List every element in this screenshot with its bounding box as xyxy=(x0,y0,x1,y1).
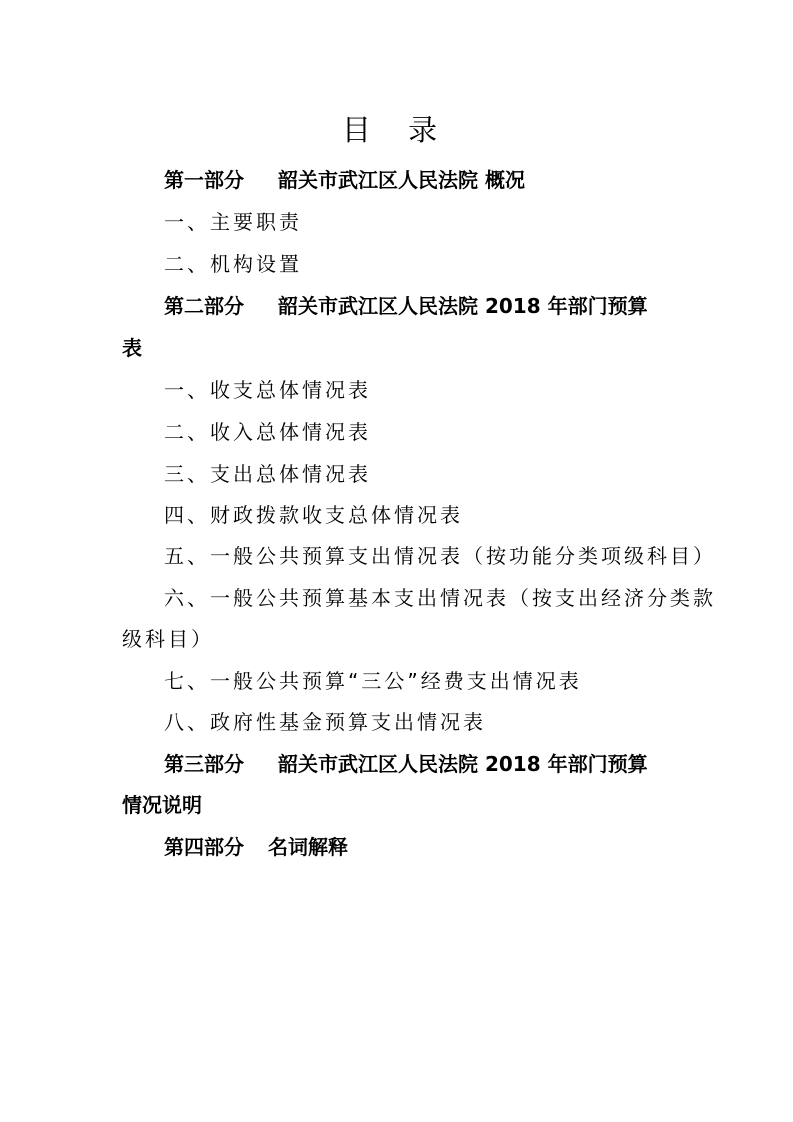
part-1-title: 韶关市武江区人民法院 概况 xyxy=(278,168,525,192)
toc-item: 三、支出总体情况表 xyxy=(164,462,371,486)
part-2-title-continued: 表 xyxy=(122,336,142,360)
part-1-label: 第一部分 xyxy=(164,168,244,192)
toc-item: 二、机构设置 xyxy=(164,252,302,276)
page-title: 目 录 xyxy=(341,113,452,147)
part-2-title: 韶关市武江区人民法院 2018 年部门预算 xyxy=(278,294,648,318)
part-3-label: 第三部分 xyxy=(164,752,244,776)
part-3-title: 韶关市武江区人民法院 2018 年部门预算 xyxy=(278,752,648,776)
part-4-heading xyxy=(164,833,348,861)
toc-item: 五、一般公共预算支出情况表（按功能分类项级科目） xyxy=(164,544,716,568)
toc-item: 六、一般公共预算基本支出情况表（按支出经济分类款 xyxy=(164,586,716,610)
part-2-label: 第二部分 xyxy=(164,294,244,318)
part-3-heading xyxy=(164,750,648,778)
toc-item: 四、财政拨款收支总体情况表 xyxy=(164,503,463,527)
toc-item-continued: 级科目） xyxy=(122,627,214,651)
part-4-title: 名词解释 xyxy=(268,835,348,859)
part-4-label: 第四部分 xyxy=(164,835,244,859)
toc-item: 八、政府性基金预算支出情况表 xyxy=(164,710,486,734)
toc-item: 一、主要职责 xyxy=(164,210,302,234)
part-2-heading xyxy=(164,292,648,320)
toc-item: 七、一般公共预算“三公”经费支出情况表 xyxy=(164,669,582,693)
part-1-heading xyxy=(164,166,525,194)
toc-item: 一、收支总体情况表 xyxy=(164,378,371,402)
toc-item: 二、收入总体情况表 xyxy=(164,420,371,444)
part-3-title-continued: 情况说明 xyxy=(122,793,202,817)
